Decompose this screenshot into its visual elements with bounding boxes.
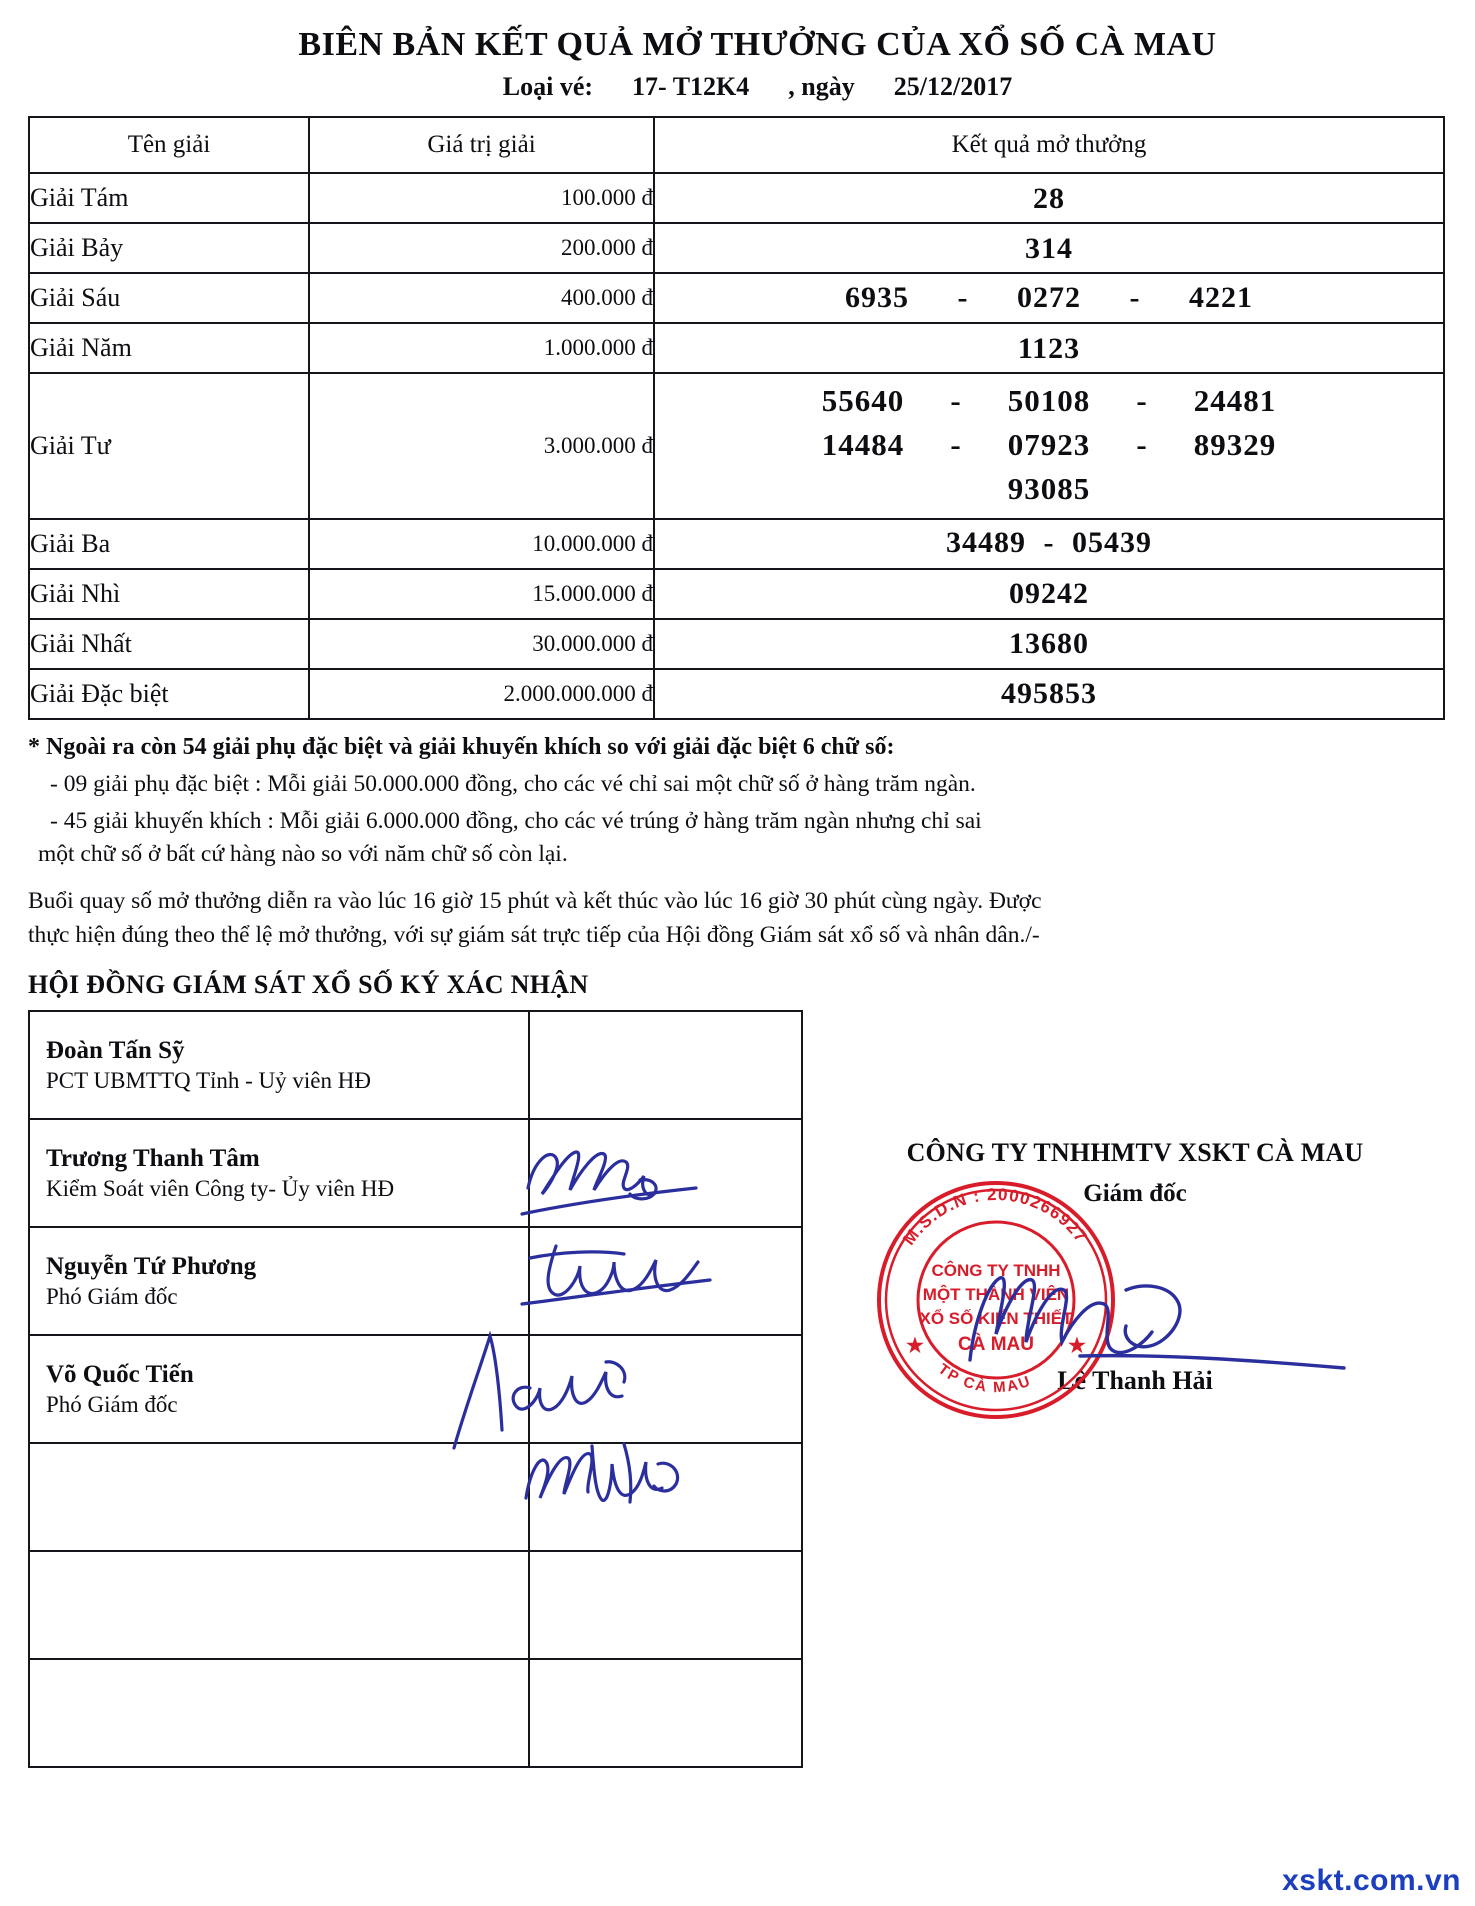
director-name: Lê Thanh Hải <box>1057 1366 1213 1395</box>
results-table <box>28 116 1445 720</box>
prize-result <box>654 223 1444 273</box>
signer-row <box>29 1011 802 1119</box>
prize-value: 400.000 đ <box>309 273 654 323</box>
prize-name: Giải Đặc biệt <box>29 669 309 719</box>
date-label: , ngày <box>788 72 855 101</box>
column-header-prize-value: Giá trị giải <box>309 117 654 173</box>
prize-name: Giải Tám <box>29 173 309 223</box>
signature-cell <box>529 1551 802 1659</box>
company-name: CÔNG TY TNHHMTV XSKT CÀ MAU <box>906 1138 1364 1167</box>
result-number: 6935 <box>845 280 909 314</box>
prize-result <box>654 323 1444 373</box>
note-item-2: - 45 giải khuyến khích : Mỗi giải 6.000.000 đồng, cho các vé trúng ở hàng trăm ngàn nhưng chỉ sai <box>50 807 982 834</box>
result-line <box>655 468 1443 510</box>
svg-text:TP CÀ MAU: TP CÀ MAU <box>934 1360 1034 1397</box>
result-number: 34489 <box>946 526 1026 560</box>
separator-dash: - <box>950 383 962 418</box>
table-row <box>29 323 1444 373</box>
signer-info-cell <box>29 1443 529 1551</box>
blank-signer-row <box>29 1443 802 1551</box>
prize-value: 1.000.000 đ <box>309 323 654 373</box>
column-header-results: Kết quả mở thưởng <box>654 117 1444 173</box>
result-number: 55640 <box>821 383 905 418</box>
signer-role: Phó Giám đốc <box>46 1391 178 1417</box>
signer-info-cell <box>29 1119 529 1227</box>
table-row <box>29 173 1444 223</box>
result-number: 09242 <box>1009 577 1089 611</box>
notes-section <box>28 730 1447 953</box>
ticket-subtitle <box>0 72 1475 102</box>
table-row <box>29 373 1444 519</box>
company-role: Giám đốc <box>1083 1180 1187 1207</box>
result-number: 89329 <box>1193 426 1277 462</box>
signature-cell <box>529 1227 802 1335</box>
svg-text:★: ★ <box>906 1335 924 1357</box>
prize-value: 200.000 đ <box>309 223 654 273</box>
signature-cell <box>529 1659 802 1767</box>
table-row <box>29 619 1444 669</box>
table-row <box>29 669 1444 719</box>
company-block <box>820 1138 1450 1208</box>
result-line <box>655 380 1443 422</box>
signer-name: Nguyễn Tứ Phương <box>46 1253 257 1281</box>
blank-signer-row <box>29 1551 802 1659</box>
prize-name: Giải Bảy <box>29 223 309 273</box>
prize-result <box>654 619 1444 669</box>
table-row <box>29 223 1444 273</box>
result-number: 13680 <box>1009 627 1089 661</box>
svg-text:XỔ SỐ KIẾN THIẾT: XỔ SỐ KIẾN THIẾT <box>919 1309 1073 1328</box>
signature-section-title: HỘI ĐỒNG GIÁM SÁT XỔ SỐ KÝ XÁC NHẬN <box>28 970 589 1000</box>
signature-cell <box>529 1011 802 1119</box>
prize-name: Giải Sáu <box>29 273 309 323</box>
table-row <box>29 273 1444 323</box>
svg-text:★: ★ <box>1068 1335 1086 1357</box>
prize-value: 30.000.000 đ <box>309 619 654 669</box>
signer-role: PCT UBMTTQ Tỉnh - Uỷ viên HĐ <box>46 1067 371 1093</box>
prize-name: Giải Nhất <box>29 619 309 669</box>
svg-text:CÀ MAU: CÀ MAU <box>958 1334 1034 1355</box>
signature-cell <box>529 1335 802 1443</box>
prize-name: Giải Tư <box>29 373 309 519</box>
prize-result <box>654 273 1444 323</box>
prize-name: Giải Ba <box>29 519 309 569</box>
svg-text:M.S.D.N : 2000266927: M.S.D.N : 2000266927 <box>899 1184 1092 1249</box>
separator-dash: - <box>1043 526 1055 560</box>
result-line <box>655 523 1443 564</box>
result-number: 93085 <box>1007 470 1091 506</box>
signature-cell <box>529 1119 802 1227</box>
signer-info-cell <box>29 1227 529 1335</box>
result-number: 50108 <box>1007 383 1091 418</box>
separator-dash: - <box>950 426 962 462</box>
note-item-2-continued: một chữ số ở bất cứ hàng nào so với năm chữ số còn lại. <box>38 841 568 868</box>
separator-dash: - <box>1129 280 1141 314</box>
signer-info-cell <box>29 1335 529 1443</box>
ticket-label: Loại vé: <box>502 72 594 101</box>
svg-text:MỘT THÀNH VIÊN: MỘT THÀNH VIÊN <box>922 1285 1070 1304</box>
ticket-code: 17- T12K4 <box>632 72 750 101</box>
signer-info-cell <box>29 1551 529 1659</box>
result-line <box>655 278 1443 319</box>
signer-name: Võ Quốc Tiến <box>46 1361 194 1389</box>
prize-result <box>654 519 1444 569</box>
result-number: 4221 <box>1189 280 1253 314</box>
draw-time-paragraph-line-1: Buổi quay số mở thưởng diễn ra vào lúc 16 giờ 15 phút và kết thúc vào lúc 16 giờ 30 phút cùng ngày. Được <box>28 887 1042 914</box>
table-header-row <box>29 117 1444 173</box>
prize-result <box>654 569 1444 619</box>
prize-result <box>654 173 1444 223</box>
draw-time-paragraph-line-2: thực hiện đúng theo thể lệ mở thưởng, với sự giám sát trực tiếp của Hội đồng Giám sát xổ số và nhân dân./- <box>28 921 1040 948</box>
prize-name: Giải Năm <box>29 323 309 373</box>
prize-value: 2.000.000.000 đ <box>309 669 654 719</box>
draw-date: 25/12/2017 <box>893 72 1013 101</box>
table-row <box>29 519 1444 569</box>
result-number: 1123 <box>1017 331 1081 365</box>
page-title: BIÊN BẢN KẾT QUẢ MỞ THƯỞNG CỦA XỔ SỐ CÀ MAU <box>298 26 1217 63</box>
signer-role: Phó Giám đốc <box>46 1283 178 1309</box>
column-header-prize-name: Tên giải <box>29 117 309 173</box>
results-table-container <box>28 116 1447 720</box>
prize-value: 3.000.000 đ <box>309 373 654 519</box>
signer-info-cell <box>29 1659 529 1767</box>
note-item-1: - 09 giải phụ đặc biệt : Mỗi giải 50.000.000 đồng, cho các vé chỉ sai một chữ số ở hàng trăm ngàn. <box>50 770 976 797</box>
signer-row <box>29 1227 802 1335</box>
signer-name: Trương Thanh Tâm <box>46 1145 260 1173</box>
note-star-line: * Ngoài ra còn 54 giải phụ đặc biệt và giải khuyến khích so với giải đặc biệt 6 chữ số: <box>28 733 895 760</box>
separator-dash: - <box>957 280 969 314</box>
separator-dash: - <box>1136 426 1148 462</box>
signer-name: Đoàn Tấn Sỹ <box>46 1037 185 1065</box>
result-line <box>655 424 1443 466</box>
result-number: 28 <box>1033 181 1065 215</box>
prize-name: Giải Nhì <box>29 569 309 619</box>
signer-role: Kiểm Soát viên Công ty- Ủy viên HĐ <box>46 1175 395 1201</box>
signer-row <box>29 1119 802 1227</box>
signature-cell <box>529 1443 802 1551</box>
watermark-text: xskt.com.vn <box>1282 1864 1461 1897</box>
result-number: 07923 <box>1007 426 1091 462</box>
prize-value: 15.000.000 đ <box>309 569 654 619</box>
signer-row <box>29 1335 802 1443</box>
result-lines <box>655 374 1443 518</box>
site-watermark <box>1282 1864 1461 1898</box>
document-page <box>0 26 1475 1906</box>
svg-text:CÔNG TY TNHH: CÔNG TY TNHH <box>931 1261 1061 1280</box>
prize-value: 100.000 đ <box>309 173 654 223</box>
result-number: 14484 <box>821 426 905 462</box>
result-number: 495853 <box>1001 677 1097 711</box>
blank-signer-row <box>29 1659 802 1767</box>
prize-result <box>654 373 1444 519</box>
result-number: 314 <box>1025 231 1073 265</box>
table-row <box>29 569 1444 619</box>
separator-dash: - <box>1136 383 1148 418</box>
prize-value: 10.000.000 đ <box>309 519 654 569</box>
prize-result <box>654 669 1444 719</box>
signature-table <box>28 1010 803 1768</box>
signer-info-cell <box>29 1011 529 1119</box>
result-number: 0272 <box>1017 280 1081 314</box>
result-number: 24481 <box>1193 383 1277 418</box>
result-number: 05439 <box>1072 526 1152 560</box>
